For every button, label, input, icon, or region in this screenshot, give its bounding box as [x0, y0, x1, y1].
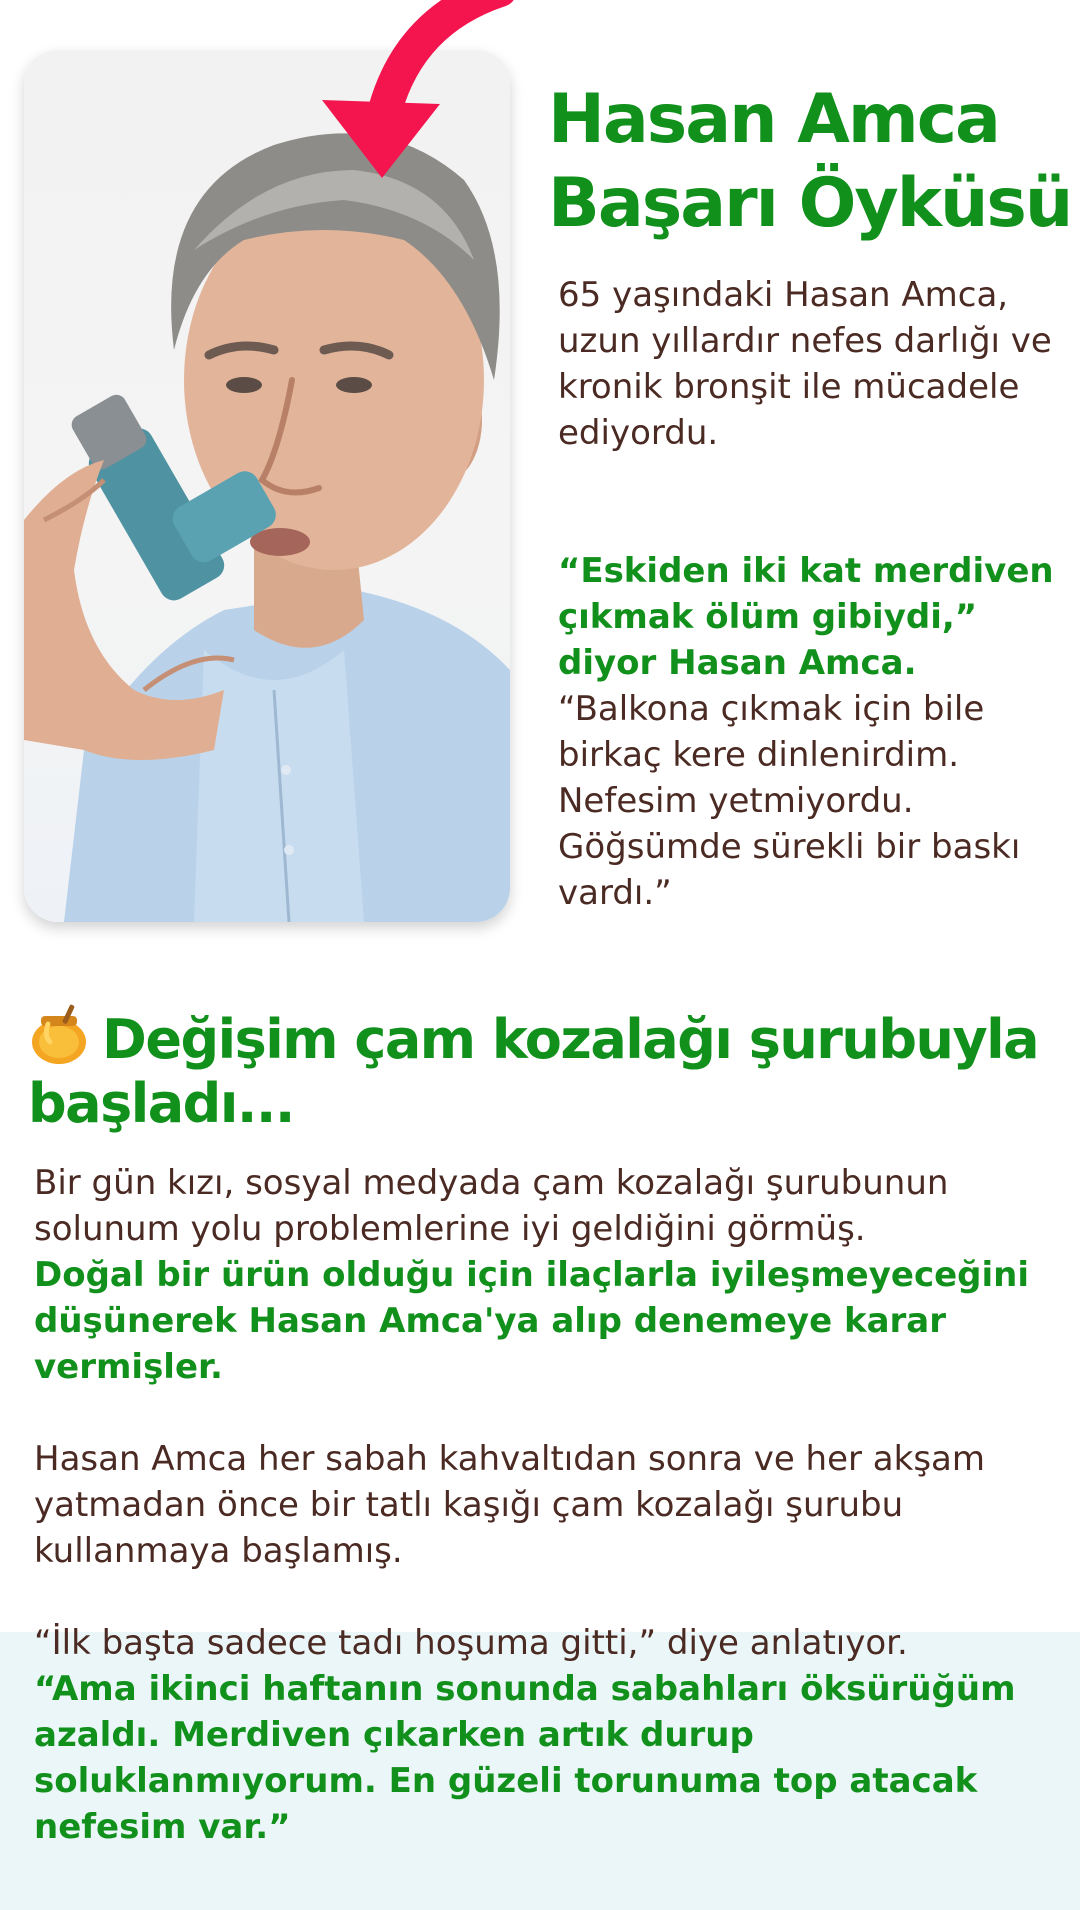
photo-illustration [24, 50, 510, 922]
title-line-2: Başarı Öyküsü [548, 164, 1072, 243]
para3-bold: “Ama ikinci haftanın sonunda sabahları öksürüğüm azaldı. Merdiven çıkarken artık durup soluklanmıyorum. En güzeli torunuma top atacak nefesim var.” [34, 1669, 1016, 1847]
para3-normal: “İlk başta sadece tadı hoşuma gitti,” diye anlatıyor. [34, 1623, 908, 1663]
man-with-inhaler-photo [24, 50, 510, 922]
para1-normal: Bir gün kızı, sosyal medyada çam kozalağı şurubunun solunum yolu problemlerine iyi geldiğini görmüş. [34, 1163, 949, 1249]
para1-bold: Doğal bir ürün olduğu için ilaçlarla iyileşmeyeceğini düşünerek Hasan Amca'ya alıp denemeye karar vermişler. [34, 1255, 1030, 1387]
section-heading-text: Değişim çam kozalağı şurubuyla başladı... [28, 1008, 1039, 1135]
story-paragraph-3 [34, 1620, 1064, 1850]
title-line-1: Hasan Amca [548, 80, 999, 159]
section-heading [28, 1002, 1068, 1136]
quote-paragraph [558, 548, 1058, 916]
honey-pot-icon [28, 1002, 90, 1066]
story-paragraph-1 [34, 1160, 1064, 1390]
intro-paragraph: 65 yaşındaki Hasan Amca, uzun yıllardır nefes darlığı ve kronik bronşit ile mücadele ediyordu. [558, 275, 1052, 453]
story-paragraph-2: Hasan Amca her sabah kahvaltıdan sonra ve her akşam yatmadan önce bir tatlı kaşığı çam kozalağı şurubu kullanmaya başlamış. [34, 1439, 986, 1571]
quote-bold: “Eskiden iki kat merdiven çıkmak ölüm gibiydi,” diyor Hasan Amca. [558, 551, 1054, 683]
page-title [548, 78, 1072, 246]
quote-normal: “Balkona çıkmak için bile birkaç kere dinlenirdim. Nefesim yetmiyordu. Göğsümde sürekli bir baskı vardı.” [558, 689, 1021, 913]
